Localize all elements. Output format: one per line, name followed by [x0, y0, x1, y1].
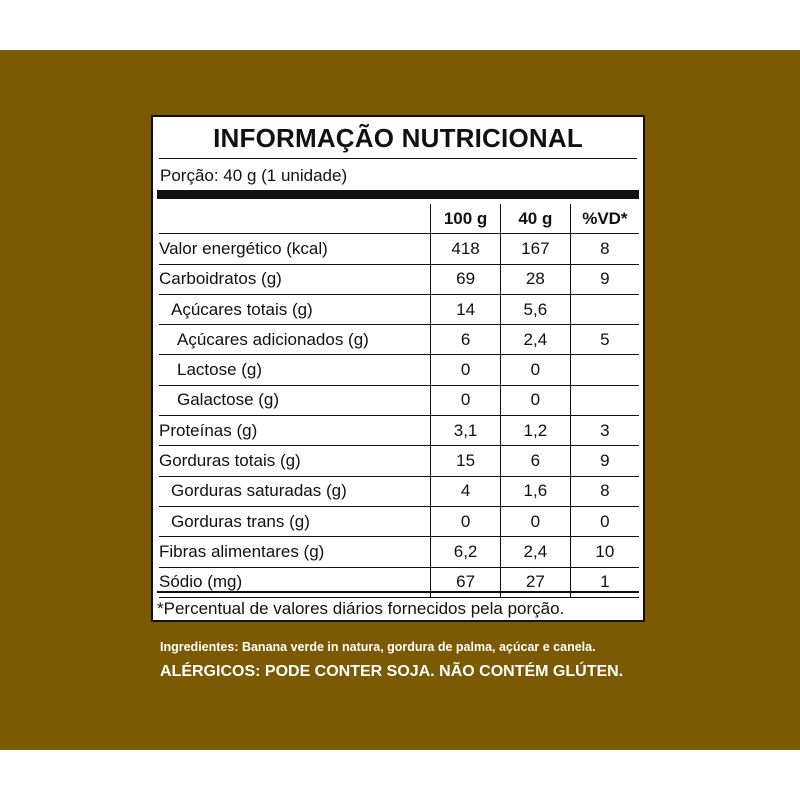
table-row: [159, 325, 639, 355]
title-divider: [159, 158, 637, 159]
table-row: [159, 264, 639, 294]
thick-divider: [157, 190, 639, 199]
value-100g: 0: [431, 506, 501, 536]
header-vd: %VD*: [570, 204, 639, 234]
table-row: [159, 234, 639, 264]
value-40g: 27: [500, 567, 570, 597]
nutrient-name: Galactose (g): [159, 385, 431, 415]
value-100g: 0: [431, 385, 501, 415]
value-100g: 0: [431, 355, 501, 385]
value-100g: 6: [431, 325, 501, 355]
value-vd: 3: [570, 416, 639, 446]
value-40g: 0: [500, 385, 570, 415]
nutrient-name: Açúcares totais (g): [159, 294, 431, 324]
value-40g: 2,4: [500, 537, 570, 567]
value-vd: 1: [570, 567, 639, 597]
table-row: [159, 385, 639, 415]
table-row: [159, 506, 639, 536]
value-100g: 418: [431, 234, 501, 264]
nutrient-name: Carboidratos (g): [159, 264, 431, 294]
value-40g: 6: [500, 446, 570, 476]
value-vd: [570, 355, 639, 385]
portion-size: Porção: 40 g (1 unidade): [160, 166, 348, 185]
value-vd: 5: [570, 325, 639, 355]
value-vd: 8: [570, 234, 639, 264]
table-row: [159, 537, 639, 567]
nutrition-table: [159, 204, 639, 598]
nutrition-facts-label: [151, 115, 645, 622]
ingredients-text: Ingredientes: Banana verde in natura, gordura de palma, açúcar e canela.: [160, 640, 596, 654]
value-vd: 0: [570, 506, 639, 536]
value-40g: 0: [500, 355, 570, 385]
table-row: [159, 355, 639, 385]
value-40g: 5,6: [500, 294, 570, 324]
value-vd: 9: [570, 264, 639, 294]
value-vd: 8: [570, 476, 639, 506]
nutrient-name: Fibras alimentares (g): [159, 537, 431, 567]
value-vd: 9: [570, 446, 639, 476]
value-40g: 167: [500, 234, 570, 264]
value-40g: 2,4: [500, 325, 570, 355]
header-100g: 100 g: [431, 204, 501, 234]
table-row: [159, 476, 639, 506]
nutrient-name: Lactose (g): [159, 355, 431, 385]
value-40g: 1,2: [500, 416, 570, 446]
value-100g: 14: [431, 294, 501, 324]
table-row: [159, 416, 639, 446]
value-40g: 0: [500, 506, 570, 536]
value-100g: 15: [431, 446, 501, 476]
value-100g: 67: [431, 567, 501, 597]
nutrient-name: Sódio (mg): [159, 567, 431, 597]
allergens-text: ALÉRGICOS: PODE CONTER SOJA. NÃO CONTÉM GLÚTEN.: [160, 663, 624, 680]
table-row: [159, 294, 639, 324]
nutrient-name: Proteínas (g): [159, 416, 431, 446]
nutrient-name: Açúcares adicionados (g): [159, 325, 431, 355]
table-header-row: [159, 204, 639, 234]
header-40g: 40 g: [500, 204, 570, 234]
header-nutrient: [159, 204, 431, 234]
value-vd: [570, 294, 639, 324]
value-vd: 10: [570, 537, 639, 567]
nutrient-name: Gorduras saturadas (g): [159, 476, 431, 506]
value-100g: 4: [431, 476, 501, 506]
nutrient-name: Valor energético (kcal): [159, 234, 431, 264]
value-vd: [570, 385, 639, 415]
label-title: INFORMAÇÃO NUTRICIONAL: [213, 123, 583, 153]
footnote: *Percentual de valores diários fornecidos pela porção.: [157, 591, 639, 619]
value-100g: 69: [431, 264, 501, 294]
value-40g: 1,6: [500, 476, 570, 506]
nutrient-name: Gorduras totais (g): [159, 446, 431, 476]
value-100g: 6,2: [431, 537, 501, 567]
nutrient-name: Gorduras trans (g): [159, 506, 431, 536]
value-40g: 28: [500, 264, 570, 294]
table-row: [159, 446, 639, 476]
value-100g: 3,1: [431, 416, 501, 446]
